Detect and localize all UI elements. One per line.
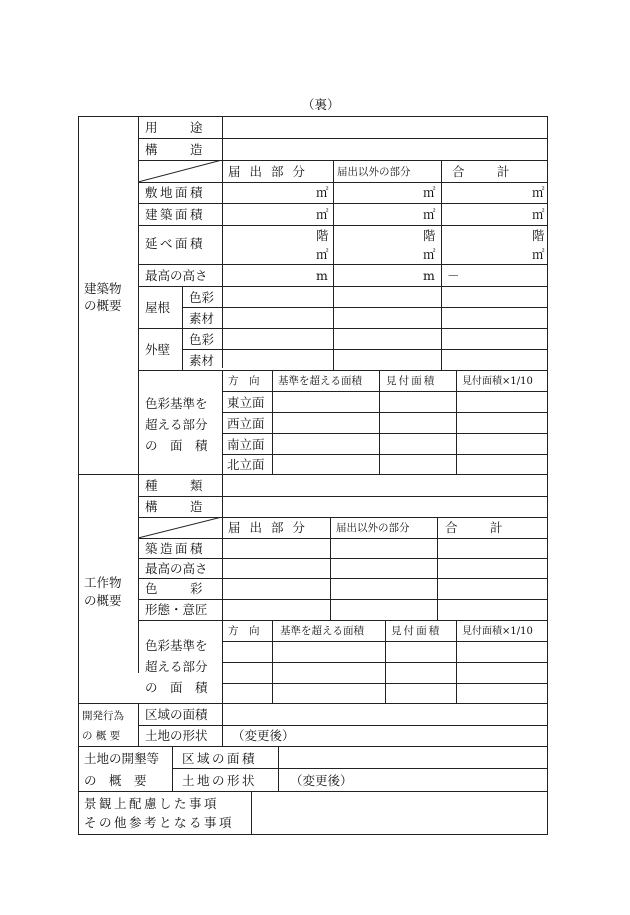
rule (138, 370, 548, 371)
label-color-exceed: 色彩基準を (145, 396, 208, 411)
divider (456, 620, 457, 703)
divider (330, 517, 331, 620)
label-material: 素材 (189, 353, 215, 368)
unit-floor: 階 (316, 228, 329, 243)
unit-m: m (316, 268, 328, 283)
rule (138, 286, 548, 287)
consideration-label: その他参考となる事項 (84, 815, 235, 830)
divider (222, 620, 223, 703)
unit-sqm: ㎡ (316, 247, 329, 262)
divider (138, 116, 139, 673)
unit-m: m (423, 268, 435, 283)
dir-north: 北立面 (227, 457, 265, 472)
divider (441, 160, 442, 370)
dash: － (447, 268, 460, 283)
col-notified: 届 出 部 分 (228, 164, 308, 179)
label-form: 形態・意匠 (145, 602, 208, 617)
diagonal-line (138, 160, 222, 182)
unit-sqm: ㎡ (532, 185, 545, 200)
col-other: 届出以外の部分 (336, 522, 410, 534)
divider (333, 160, 334, 370)
label-color: 色彩 (189, 332, 215, 347)
label-building-area: 建築面積 (145, 207, 206, 222)
divider (437, 517, 438, 620)
unit-sqm: ㎡ (532, 207, 545, 222)
divider (385, 620, 386, 703)
label-shape: 土地の形状 (145, 728, 208, 743)
unit-sqm: ㎡ (532, 247, 545, 262)
rule (138, 599, 548, 600)
label-site-area: 敷地面積 (145, 185, 206, 200)
divider (278, 746, 279, 768)
divider (272, 620, 273, 703)
label-max-height: 最高の高さ (145, 268, 208, 283)
col-notified: 届 出 部 分 (228, 520, 308, 535)
rule (138, 496, 548, 497)
building-section-label: 建築物 (84, 281, 122, 296)
rule (138, 264, 548, 265)
rule (78, 746, 548, 747)
consideration-label: 景観上配慮した事項 (84, 796, 220, 811)
col-other: 届出以外の部分 (337, 166, 411, 178)
dir-header: 方 向 (228, 375, 260, 387)
unit-floor: 階 (423, 228, 436, 243)
rule (138, 203, 548, 204)
rule (182, 307, 548, 308)
rule (138, 328, 548, 329)
unit-sqm: ㎡ (423, 207, 436, 222)
rule (78, 703, 548, 704)
exceed-header: 基準を超える面積 (280, 625, 364, 637)
label-shape: 土地の形状 (182, 773, 258, 788)
label-color: 色彩 (189, 290, 215, 305)
rule (138, 225, 548, 226)
divider (278, 768, 279, 791)
label-material: 素材 (189, 311, 215, 326)
rule (78, 791, 548, 792)
label-floor-area: 延べ面積 (145, 236, 206, 251)
works-section-label: 工作物 (84, 575, 122, 590)
col-total: 合 計 (452, 164, 513, 179)
ratio-header: 見付面積×1/10 (462, 376, 533, 387)
divider (456, 370, 457, 474)
label-color: 色 彩 (145, 581, 206, 596)
label-roof: 屋根 (145, 300, 171, 315)
visible-header: 見付面積 (386, 375, 437, 387)
land-label: の 概 要 (84, 773, 147, 788)
building-section-label: の概要 (84, 298, 122, 313)
rule (182, 349, 548, 350)
label-color-exceed: の 面 積 (145, 438, 208, 453)
divider (182, 286, 183, 370)
visible-header: 見付面積 (391, 625, 442, 637)
rule (138, 725, 548, 726)
label-use: 用 途 (145, 120, 206, 135)
rule (138, 182, 548, 183)
unit-sqm: ㎡ (423, 247, 436, 262)
page-header: （裏） (302, 97, 340, 112)
label-structure: 構 造 (145, 142, 206, 157)
label-after: （変更後） (290, 773, 353, 788)
label-structure: 構 造 (145, 499, 206, 514)
label-color-exceed: 超える部分 (145, 659, 208, 674)
rule (138, 578, 548, 579)
label-after: （変更後） (232, 728, 295, 743)
diagonal-line (138, 517, 222, 538)
rule (138, 620, 548, 621)
label-color-exceed: 超える部分 (145, 417, 208, 432)
exceed-header: 基準を超える面積 (278, 375, 362, 387)
label-max-height: 最高の高さ (145, 561, 208, 576)
rule (138, 138, 548, 139)
unit-sqm: ㎡ (423, 185, 436, 200)
unit-sqm: ㎡ (316, 207, 329, 222)
land-label: 土地の開墾等 (84, 751, 160, 766)
col-total: 合 計 (445, 520, 506, 535)
label-color-exceed: 色彩基準を (145, 638, 208, 653)
divider (222, 370, 223, 474)
label-color-exceed: の 面 積 (145, 680, 208, 695)
development-label: の 概 要 (82, 730, 121, 742)
rule (222, 454, 548, 455)
dir-header: 方 向 (228, 625, 260, 637)
rule (78, 474, 548, 475)
rule (138, 558, 548, 559)
development-label: 開発行為 (82, 710, 124, 722)
rule (138, 538, 548, 539)
rule (222, 412, 548, 413)
divider (379, 370, 380, 474)
unit-floor: 階 (532, 228, 545, 243)
label-kind: 種 類 (145, 478, 206, 493)
rule (222, 433, 548, 434)
works-section-label: の概要 (84, 593, 122, 608)
rule (222, 391, 548, 392)
ratio-header: 見付面積×1/10 (462, 626, 533, 637)
rule (172, 768, 548, 769)
dir-east: 東立面 (227, 395, 265, 410)
divider (272, 370, 273, 474)
label-area: 区域の面積 (182, 751, 258, 766)
unit-sqm: ㎡ (316, 185, 329, 200)
divider (222, 116, 223, 368)
divider (251, 791, 252, 835)
dir-west: 西立面 (227, 416, 265, 431)
dir-south: 南立面 (227, 437, 265, 452)
label-area: 区域の面積 (145, 707, 208, 722)
label-walls: 外壁 (145, 342, 171, 357)
label-built-area: 築造面積 (145, 541, 206, 556)
